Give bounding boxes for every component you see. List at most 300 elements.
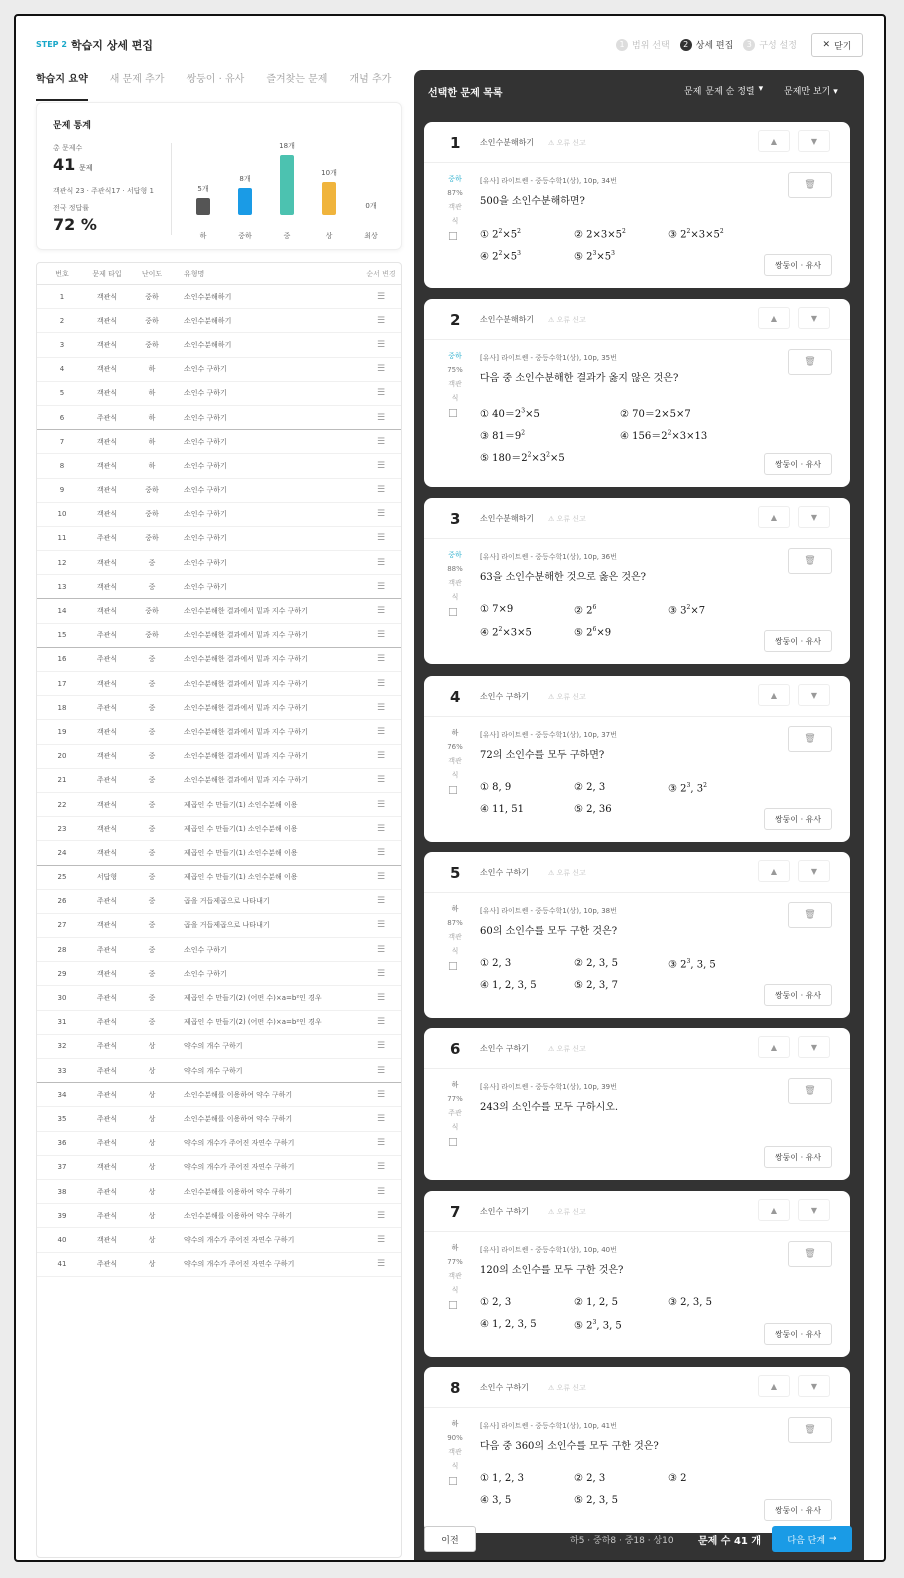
answer-option: ④ 3, 5 xyxy=(480,1495,512,1506)
column-header: 유형명 xyxy=(184,269,205,278)
difficulty: 하 xyxy=(451,1244,459,1252)
cell: 주관식 xyxy=(96,1066,118,1075)
drag-handle-icon[interactable]: ☰ xyxy=(376,944,386,955)
table-row[interactable] xyxy=(37,285,401,309)
bookmark-icon[interactable]: ☐ xyxy=(448,230,458,243)
table-row[interactable] xyxy=(37,1132,401,1156)
bookmark-icon[interactable]: ☐ xyxy=(448,960,458,973)
drag-handle-icon[interactable]: ☰ xyxy=(376,823,386,834)
cell: 15 xyxy=(57,631,67,640)
difficulty: 하 xyxy=(451,1420,459,1428)
table-row[interactable] xyxy=(37,962,401,986)
drag-handle-icon[interactable]: ☰ xyxy=(376,968,386,979)
trash-icon: 🗑 xyxy=(804,1249,816,1259)
cell: 객관식 xyxy=(96,510,118,519)
table-row[interactable] xyxy=(37,1083,401,1107)
arrow-right-icon: → xyxy=(829,1534,837,1544)
cell: 중 xyxy=(148,679,156,688)
table-row[interactable] xyxy=(37,986,401,1010)
report-link[interactable] xyxy=(548,1207,586,1217)
report-link[interactable] xyxy=(548,138,586,148)
report-label: 오류 신고 xyxy=(556,869,586,877)
move-up-button[interactable]: ▲ xyxy=(758,860,790,882)
view-label: 문제만 보기 xyxy=(784,87,831,97)
drag-handle-icon[interactable]: ☰ xyxy=(376,1186,386,1197)
table-row[interactable] xyxy=(37,599,401,623)
report-link[interactable] xyxy=(548,692,586,702)
cell: 중 xyxy=(148,994,156,1003)
drag-handle-icon[interactable]: ☰ xyxy=(376,460,386,471)
table-row[interactable] xyxy=(37,1156,401,1180)
table-row[interactable] xyxy=(37,648,401,672)
question-text: 72의 소인수를 모두 구하면? xyxy=(480,750,605,761)
divider xyxy=(424,892,850,893)
drag-handle-icon[interactable]: ☰ xyxy=(376,1162,386,1173)
cell: 중하 xyxy=(145,631,159,640)
cell: 소인수 구하기 xyxy=(184,969,227,978)
cell: 11 xyxy=(57,534,67,543)
drag-handle-icon[interactable]: ☰ xyxy=(376,702,386,713)
move-down-button[interactable]: ▼ xyxy=(798,506,830,528)
drag-handle-icon[interactable]: ☰ xyxy=(376,412,386,423)
divider xyxy=(424,339,850,340)
cell: 24 xyxy=(57,848,67,857)
cell: 서답형 xyxy=(96,873,118,882)
view-dropdown[interactable] xyxy=(784,84,838,97)
cell: 23 xyxy=(57,824,67,833)
trash-icon: 🗑 xyxy=(804,556,816,566)
question-text: 다음 중 360의 소인수를 모두 구한 것은? xyxy=(480,1441,659,1452)
answer-option: ③ $2^3$, $3^2$ xyxy=(668,782,707,795)
drag-handle-icon[interactable]: ☰ xyxy=(376,339,386,350)
answer-option: ④ 1, 2, 3, 5 xyxy=(480,1319,537,1330)
cell: 객관식 xyxy=(96,727,118,736)
table-row[interactable] xyxy=(37,914,401,938)
answer-option: ① 2, 3 xyxy=(480,1297,512,1308)
report-link[interactable] xyxy=(548,514,586,524)
level-info xyxy=(446,902,464,958)
cell: 약수의 개수가 주어진 자연수 구하기 xyxy=(184,1260,295,1269)
cell: 소인수분해한 결과에서 밑과 지수 구하기 xyxy=(184,727,308,736)
drag-handle-icon[interactable]: ☰ xyxy=(376,678,386,689)
move-up-button[interactable]: ▲ xyxy=(758,506,790,528)
cell: 상 xyxy=(148,1260,156,1269)
table-row[interactable] xyxy=(37,624,401,648)
table-row[interactable] xyxy=(37,406,401,430)
question-text: 60의 소인수를 모두 구한 것은? xyxy=(480,926,618,937)
report-label: 오류 신고 xyxy=(556,139,586,147)
question-type: 소인수 구하기 xyxy=(480,868,529,877)
cell: 하 xyxy=(148,413,156,422)
cell: 상 xyxy=(148,1114,156,1123)
table-row[interactable] xyxy=(37,503,401,527)
table-row[interactable] xyxy=(37,866,401,890)
drag-handle-icon[interactable]: ☰ xyxy=(376,920,386,931)
table-row[interactable] xyxy=(37,1228,401,1252)
alert-icon: ⚠ xyxy=(548,693,555,701)
delete-button[interactable] xyxy=(788,1078,832,1104)
step-label: 상세 편집 xyxy=(695,41,734,51)
table-row[interactable] xyxy=(37,358,401,382)
cell: 중 xyxy=(148,921,156,930)
tab-0[interactable]: 학습지 요약 xyxy=(36,70,88,101)
drag-handle-icon[interactable]: ☰ xyxy=(376,1041,386,1052)
delete-button[interactable] xyxy=(788,902,832,928)
drag-handle-icon[interactable]: ☰ xyxy=(376,751,386,762)
drag-handle-icon[interactable]: ☰ xyxy=(376,872,386,883)
table-row[interactable] xyxy=(37,672,401,696)
move-down-button[interactable]: ▼ xyxy=(798,1036,830,1058)
cell: 약수의 개수가 주어진 자연수 구하기 xyxy=(184,1163,295,1172)
question-source: [유사] 라이트쎈 - 중등수학1(상), 10p, 36번 xyxy=(480,553,617,561)
cell: 객관식 xyxy=(96,316,118,325)
total-count: 41 xyxy=(53,155,76,174)
alert-icon: ⚠ xyxy=(548,139,555,147)
bar-value-label: 0개 xyxy=(365,202,377,210)
drag-handle-icon[interactable]: ☰ xyxy=(376,291,386,302)
question-type: 소인수 구하기 xyxy=(480,1383,529,1392)
table-row[interactable] xyxy=(37,1204,401,1228)
similar-button[interactable]: 쌍둥이 · 유사 xyxy=(764,808,832,830)
drag-handle-icon[interactable]: ☰ xyxy=(376,1210,386,1221)
table-row[interactable] xyxy=(37,454,401,478)
answer-option: ⑤ 2, 3, 5 xyxy=(574,1495,618,1506)
table-row[interactable] xyxy=(37,841,401,865)
next-button[interactable] xyxy=(772,1526,852,1552)
drag-handle-icon[interactable]: ☰ xyxy=(376,436,386,447)
table-row[interactable] xyxy=(37,890,401,914)
report-label: 오류 신고 xyxy=(556,1045,586,1053)
tab-3[interactable]: 즐겨찾는 문제 xyxy=(266,74,328,85)
report-link[interactable] xyxy=(548,1383,586,1393)
delete-button[interactable] xyxy=(788,1241,832,1267)
table-row[interactable] xyxy=(37,479,401,503)
cell: 중 xyxy=(148,752,156,761)
answer-option: ④ $2^2\times 5^3$ xyxy=(480,250,521,263)
report-link[interactable] xyxy=(548,315,586,325)
drag-handle-icon[interactable]: ☰ xyxy=(376,993,386,1004)
move-down-button[interactable]: ▼ xyxy=(798,130,830,152)
similar-button[interactable]: 쌍둥이 · 유사 xyxy=(764,630,832,652)
cell: 6 xyxy=(59,413,65,422)
bar-column xyxy=(187,103,219,243)
move-down-button[interactable]: ▼ xyxy=(798,860,830,882)
delete-button[interactable] xyxy=(788,1417,832,1443)
wizard-step xyxy=(743,38,797,51)
cell: 14 xyxy=(57,607,67,616)
move-up-button[interactable]: ▲ xyxy=(758,307,790,329)
similar-button[interactable]: 쌍둥이 · 유사 xyxy=(764,1146,832,1168)
cell: 소인수 구하기 xyxy=(184,486,227,495)
table-row[interactable] xyxy=(37,551,401,575)
drag-handle-icon[interactable]: ☰ xyxy=(376,315,386,326)
drag-handle-icon[interactable]: ☰ xyxy=(376,606,386,617)
drag-handle-icon[interactable]: ☰ xyxy=(376,509,386,520)
cell: 객관식 xyxy=(96,582,118,591)
move-up-button[interactable]: ▲ xyxy=(758,1375,790,1397)
bar-column xyxy=(313,103,345,243)
drag-handle-icon[interactable]: ☰ xyxy=(376,364,386,375)
question-card xyxy=(424,1367,850,1533)
tab-bar xyxy=(36,70,413,101)
answer-option: ④ 1, 2, 3, 5 xyxy=(480,980,537,991)
total-label: 총 문제수 xyxy=(53,144,83,152)
prev-button[interactable]: 이전 xyxy=(424,1526,476,1552)
cell: 중하 xyxy=(145,534,159,543)
table-row[interactable] xyxy=(37,745,401,769)
answer-option: ③ $3^2\times 7$ xyxy=(668,604,706,617)
cell: 주관식 xyxy=(96,994,118,1003)
cell: 소인수 구하기 xyxy=(184,558,227,567)
cell: 제곱인 수 만들기(2) (어떤 수)×a=b²인 경우 xyxy=(184,994,322,1003)
table-row[interactable] xyxy=(37,1253,401,1277)
bar-category-label: 중 xyxy=(283,232,291,240)
bookmark-icon[interactable]: ☐ xyxy=(448,784,458,797)
cell: 소인수분해를 이용하여 약수 구하기 xyxy=(184,1187,293,1196)
table-row[interactable] xyxy=(37,1180,401,1204)
bar-value-label: 5개 xyxy=(197,185,209,194)
move-down-button[interactable]: ▼ xyxy=(798,1199,830,1221)
sort-label: 문제 xyxy=(684,87,702,97)
cell: 중 xyxy=(148,582,156,591)
correct-rate: 77% xyxy=(447,1095,463,1103)
bookmark-icon[interactable]: ☐ xyxy=(448,1475,458,1488)
cell: 37 xyxy=(57,1163,67,1172)
bar xyxy=(196,198,210,215)
delete-button[interactable] xyxy=(788,172,832,198)
drag-handle-icon[interactable]: ☰ xyxy=(376,1234,386,1245)
answer-option: ① 1, 2, 3 xyxy=(480,1473,524,1484)
cell: 31 xyxy=(57,1018,67,1027)
report-label: 오류 신고 xyxy=(556,316,586,324)
drag-handle-icon[interactable]: ☰ xyxy=(376,581,386,592)
tab-2[interactable]: 쌍둥이 · 유사 xyxy=(186,74,245,85)
table-row[interactable] xyxy=(37,817,401,841)
column-header: 순서 변경 xyxy=(366,269,396,278)
drag-handle-icon[interactable]: ☰ xyxy=(376,1017,386,1028)
drag-handle-icon[interactable]: ☰ xyxy=(376,485,386,496)
cell: 상 xyxy=(148,1235,156,1244)
table-row[interactable] xyxy=(37,1035,401,1059)
panel-title: 선택한 문제 목록 xyxy=(428,88,503,99)
question-number: 2 xyxy=(450,311,461,329)
report-link[interactable] xyxy=(548,1044,586,1054)
cell: 38 xyxy=(57,1187,67,1196)
cell: 9 xyxy=(59,486,65,495)
move-up-button[interactable]: ▲ xyxy=(758,684,790,706)
cell: 주관식 xyxy=(96,1211,118,1220)
answer-option: ③ $81=9^2$ xyxy=(480,429,526,442)
correct-rate: 88% xyxy=(447,565,463,573)
bar-value-label: 8개 xyxy=(239,175,251,184)
answer-option: ② 2, 3, 5 xyxy=(574,958,618,969)
drag-handle-icon[interactable]: ☰ xyxy=(376,1259,386,1270)
cell: 주관식 xyxy=(96,1018,118,1027)
move-up-button[interactable]: ▲ xyxy=(758,130,790,152)
answer-option: ② $2^6$ xyxy=(574,604,597,617)
answer-option: ④ $156=2^2\times 3\times 13$ xyxy=(620,429,708,442)
page-title: 학습지 상세 편집 xyxy=(71,39,154,52)
divider xyxy=(171,143,172,235)
similar-button[interactable]: 쌍둥이 · 유사 xyxy=(764,984,832,1006)
bar-column xyxy=(271,103,303,243)
delete-button[interactable] xyxy=(788,349,832,375)
cell: 소인수분해하기 xyxy=(184,316,232,325)
question-text: 500을 소인수분해하면? xyxy=(480,196,585,207)
similar-button[interactable]: 쌍둥이 · 유사 xyxy=(764,1323,832,1345)
drag-handle-icon[interactable]: ☰ xyxy=(376,1113,386,1124)
sort-dropdown[interactable] xyxy=(684,84,763,97)
question-kind: 객관식 xyxy=(448,1272,462,1294)
question-source: [유사] 라이트쎈 - 중등수학1(상), 10p, 35번 xyxy=(480,354,617,362)
question-source: [유사] 라이트쎈 - 중등수학1(상), 10p, 39번 xyxy=(480,1083,617,1091)
similar-button[interactable]: 쌍둥이 · 유사 xyxy=(764,453,832,475)
cell: 곱을 거듭제곱으로 나타내기 xyxy=(184,921,270,930)
table-row[interactable] xyxy=(37,333,401,357)
alert-icon: ⚠ xyxy=(548,316,555,324)
cell: 33 xyxy=(57,1066,67,1075)
wizard-step xyxy=(680,38,734,51)
question-text: 120의 소인수를 모두 구한 것은? xyxy=(480,1265,624,1276)
answer-option: ① 7×9 xyxy=(480,604,514,615)
stats-card xyxy=(36,102,402,250)
cell: 3 xyxy=(59,340,65,349)
table-row[interactable] xyxy=(37,430,401,454)
question-number: 1 xyxy=(450,134,461,152)
column-header: 난이도 xyxy=(141,269,163,278)
bookmark-icon[interactable]: ☐ xyxy=(448,606,458,619)
move-up-button[interactable]: ▲ xyxy=(758,1036,790,1058)
drag-handle-icon[interactable]: ☰ xyxy=(376,630,386,641)
report-label: 오류 신고 xyxy=(556,693,586,701)
cell: 주관식 xyxy=(96,945,118,954)
cell: 객관식 xyxy=(96,679,118,688)
bookmark-icon[interactable]: ☐ xyxy=(448,1136,458,1149)
cell: 상 xyxy=(148,1211,156,1220)
cell: 소인수 구하기 xyxy=(184,510,227,519)
drag-handle-icon[interactable]: ☰ xyxy=(376,557,386,568)
cell: 35 xyxy=(57,1114,67,1123)
cell: 하 xyxy=(148,389,156,398)
cell: 29 xyxy=(57,969,67,978)
move-down-button[interactable]: ▼ xyxy=(798,684,830,706)
question-card xyxy=(424,122,850,288)
bookmark-icon[interactable]: ☐ xyxy=(448,407,458,420)
drag-handle-icon[interactable]: ☰ xyxy=(376,1089,386,1100)
trash-icon: 🗑 xyxy=(804,1086,816,1096)
similar-button[interactable]: 쌍둥이 · 유사 xyxy=(764,1499,832,1521)
difficulty: 하 xyxy=(451,729,459,737)
table-row[interactable] xyxy=(37,769,401,793)
drag-handle-icon[interactable]: ☰ xyxy=(376,726,386,737)
move-up-button[interactable]: ▲ xyxy=(758,1199,790,1221)
level-info xyxy=(446,349,464,405)
step-label: 범위 선택 xyxy=(632,41,670,51)
drag-handle-icon[interactable]: ☰ xyxy=(376,847,386,858)
cell: 객관식 xyxy=(96,389,118,398)
table-row[interactable] xyxy=(37,1107,401,1131)
question-card xyxy=(424,676,850,842)
bar xyxy=(280,155,294,215)
cell: 객관식 xyxy=(96,752,118,761)
cell: 소인수분해를 이용하여 약수 구하기 xyxy=(184,1211,293,1220)
selected-questions-panel xyxy=(414,70,864,1562)
table-row[interactable] xyxy=(37,1011,401,1035)
trash-icon: 🗑 xyxy=(804,734,816,744)
cell: 13 xyxy=(57,582,67,591)
trash-icon: 🗑 xyxy=(804,180,816,190)
table-row[interactable] xyxy=(37,938,401,962)
answer-option: ① $2^2\times 5^2$ xyxy=(480,228,521,241)
cell: 19 xyxy=(57,727,67,736)
move-down-button[interactable]: ▼ xyxy=(798,307,830,329)
table-row[interactable] xyxy=(37,720,401,744)
drag-handle-icon[interactable]: ☰ xyxy=(376,1065,386,1076)
type-split: 객관식 23 · 주관식17 · 서답형 1 xyxy=(53,187,154,195)
drag-handle-icon[interactable]: ☰ xyxy=(376,1138,386,1149)
drag-handle-icon[interactable]: ☰ xyxy=(376,775,386,786)
cell: 12 xyxy=(57,558,67,567)
delete-button[interactable] xyxy=(788,726,832,752)
cell: 소인수분해한 결과에서 밑과 지수 구하기 xyxy=(184,631,308,640)
cell: 중 xyxy=(148,776,156,785)
level-info xyxy=(446,726,464,782)
drag-handle-icon[interactable]: ☰ xyxy=(376,654,386,665)
sort-value: 문제 순 정렬 xyxy=(705,87,755,97)
question-type: 소인수 구하기 xyxy=(480,1207,529,1216)
report-link[interactable] xyxy=(548,868,586,878)
cell: 객관식 xyxy=(96,848,118,857)
tab-4[interactable]: 개념 추가 xyxy=(349,74,392,85)
table-row[interactable] xyxy=(37,309,401,333)
drag-handle-icon[interactable]: ☰ xyxy=(376,896,386,907)
delete-button[interactable] xyxy=(788,548,832,574)
question-type: 소인수분해하기 xyxy=(480,138,535,147)
table-row[interactable] xyxy=(37,793,401,817)
drag-handle-icon[interactable]: ☰ xyxy=(376,799,386,810)
bookmark-icon[interactable]: ☐ xyxy=(448,1299,458,1312)
similar-button[interactable]: 쌍둥이 · 유사 xyxy=(764,254,832,276)
table-row[interactable] xyxy=(37,382,401,406)
answer-option: ⑤ $2^3\times 5^3$ xyxy=(574,250,615,263)
table-row[interactable] xyxy=(37,527,401,551)
question-source: [유사] 라이트쎈 - 중등수학1(상), 10p, 34번 xyxy=(480,177,617,185)
table-row[interactable] xyxy=(37,575,401,599)
cell: 객관식 xyxy=(96,969,118,978)
drag-handle-icon[interactable]: ☰ xyxy=(376,388,386,399)
cell: 21 xyxy=(57,776,67,785)
cell: 객관식 xyxy=(96,824,118,833)
answer-option: ② 2, 3 xyxy=(574,1473,606,1484)
move-down-button[interactable]: ▼ xyxy=(798,1375,830,1397)
table-row[interactable] xyxy=(37,1059,401,1083)
cell: 중 xyxy=(148,873,156,882)
question-kind: 객관식 xyxy=(448,933,462,955)
bar-value-label: 18개 xyxy=(279,142,295,150)
cell: 제곱인 수 만들기(1) 소인수분해 이용 xyxy=(184,873,298,882)
table-row[interactable] xyxy=(37,696,401,720)
column-header: 번호 xyxy=(55,269,69,278)
cell: 중하 xyxy=(145,340,159,349)
cell: 상 xyxy=(148,1163,156,1172)
close-button[interactable] xyxy=(811,33,863,57)
cell: 상 xyxy=(148,1187,156,1196)
cell: 곱을 거듭제곱으로 나타내기 xyxy=(184,897,270,906)
tab-1[interactable]: 새 문제 추가 xyxy=(109,74,165,85)
cell: 30 xyxy=(57,994,67,1003)
step-label: 구성 설정 xyxy=(759,41,797,51)
drag-handle-icon[interactable]: ☰ xyxy=(376,533,386,544)
